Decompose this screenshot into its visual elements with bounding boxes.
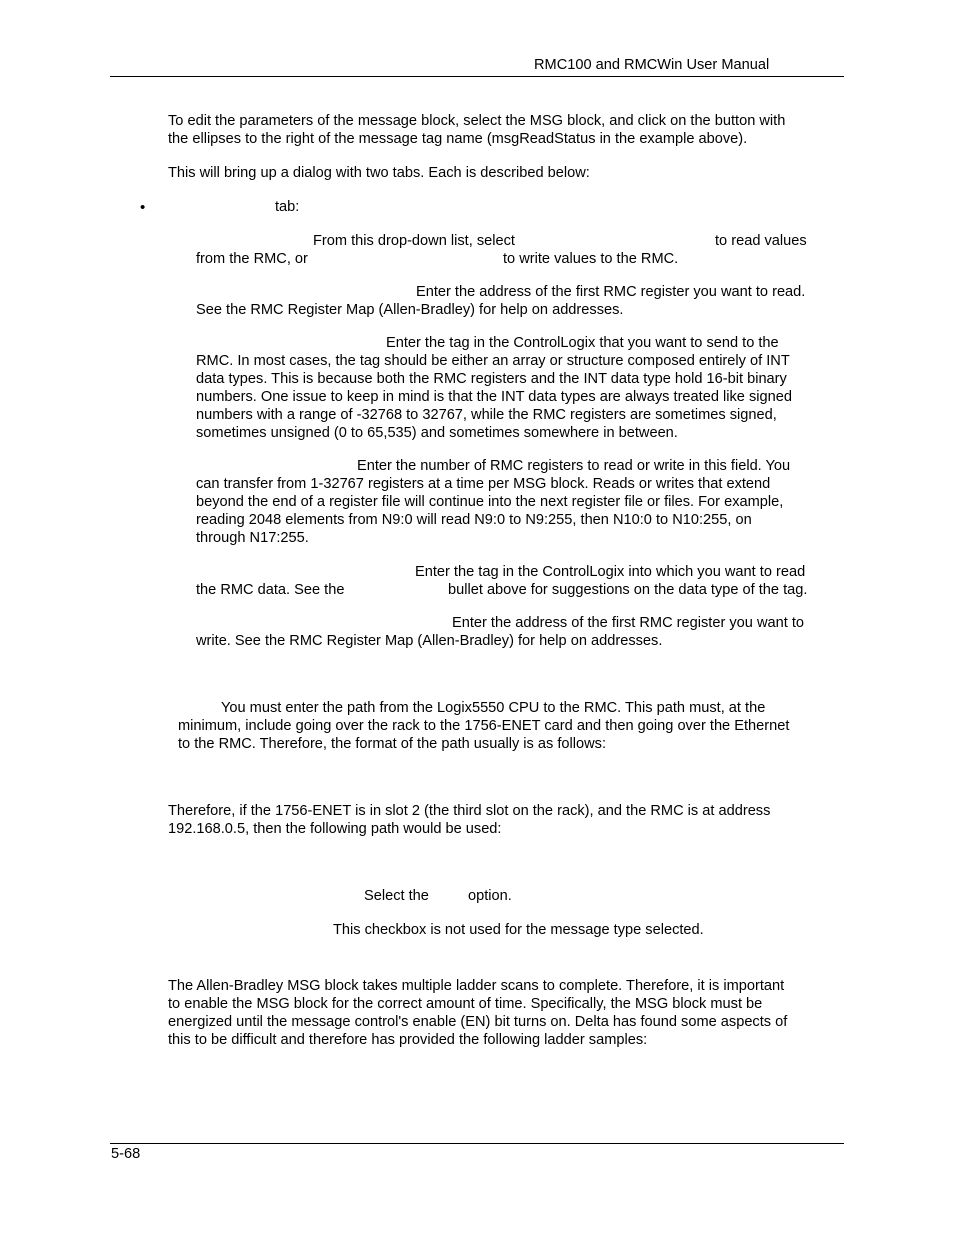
destination-tag-text: the RMC data. See the	[196, 582, 345, 598]
comm-method-text: Select the	[364, 888, 429, 904]
num-elements-text: Enter the number of RMC registers to read or write in this field. You	[357, 458, 791, 474]
message-type-text: from the RMC, or	[196, 251, 308, 267]
path-line: minimum, include going over the rack to the 1756-ENET card and then going over the Ethernet	[178, 718, 790, 734]
source-tag-text: Enter the tag in the ControlLogix that you want to send to the	[386, 335, 779, 351]
num-elements-line: through N17:255.	[196, 530, 309, 546]
intro-line: To edit the parameters of the message block, select the MSG block, and click on the button with	[168, 113, 786, 129]
closing-line: The Allen-Bradley MSG block takes multiple ladder scans to complete. Therefore, it is important	[168, 978, 785, 994]
bullet-icon: •	[140, 199, 146, 216]
intro-line: the ellipses to the right of the message tag name (msgReadStatus in the example above).	[168, 131, 748, 147]
header-title: RMC100 and RMCWin User Manual	[534, 57, 770, 73]
source-tag-line: sometimes unsigned (0 to 65,535) and sometimes somewhere in between.	[196, 425, 678, 441]
path-text: You must enter the path from the Logix5550 CPU to the RMC. This path must, at the	[221, 700, 766, 716]
closing-line: energized until the message control's enable (EN) bit turns on. Delta has found some aspects of	[168, 1014, 788, 1030]
num-elements-line: reading 2048 elements from N9:0 will read N9:0 to N9:255, then N10:0 to N10:255, on	[196, 512, 752, 528]
destination-tag-text: Enter the tag in the ControlLogix into which you want to read	[415, 564, 806, 580]
closing-line: this to be difficult and therefore has provided the following ladder samples:	[168, 1032, 648, 1048]
message-type-text: From this drop-down list, select	[313, 233, 515, 249]
num-elements-line: can transfer from 1-32767 registers at a time per MSG block. Reads or writes that extend	[196, 476, 771, 492]
source-element-text: Enter the address of the first RMC register you want to read.	[416, 284, 806, 300]
num-elements-line: beyond the end of a register file will continue into the next register file or files. For example,	[196, 494, 784, 510]
source-tag-line: RMC. In most cases, the tag should be either an array or structure composed entirely of INT	[196, 353, 790, 369]
path-paragraph	[178, 717, 789, 753]
path-example-line: Therefore, if the 1756-ENET is in slot 2 (the third slot on the rack), and the RMC is at address	[168, 803, 771, 819]
destination-element-text: write. See the RMC Register Map (Allen-Bradley) for help on addresses.	[196, 633, 663, 649]
source-element-text: See the RMC Register Map (Allen-Bradley) for help on addresses.	[196, 302, 624, 318]
num-elements-paragraph	[196, 475, 783, 547]
path-example-line: 192.168.0.5, then the following path would be used:	[168, 821, 502, 837]
intro-tabs-sentence: This will bring up a dialog with two tabs. Each is described below:	[168, 165, 590, 181]
message-type-text: to write values to the RMC.	[503, 251, 679, 267]
path-line: to the RMC. Therefore, the format of the path usually is as follows:	[178, 736, 607, 752]
connected-text: This checkbox is not used for the message type selected.	[333, 922, 704, 938]
config-tab-label: tab:	[275, 199, 300, 215]
page-number: 5-68	[111, 1146, 141, 1162]
comm-method-text: option.	[468, 888, 512, 904]
destination-tag-text: bullet above for suggestions on the data type of the tag.	[448, 582, 808, 598]
footer-rule	[110, 1143, 844, 1144]
intro-paragraph	[168, 112, 785, 148]
header-rule	[110, 76, 844, 77]
closing-paragraph	[168, 977, 787, 1049]
path-example-paragraph	[168, 802, 770, 838]
closing-line: to enable the MSG block for the correct amount of time. Specifically, the MSG block must be	[168, 996, 763, 1012]
source-tag-line: data types. This is because both the RMC registers and the INT data type hold 16-bit binary	[196, 371, 787, 387]
source-tag-paragraph	[196, 352, 792, 442]
destination-element-text: Enter the address of the first RMC register you want to	[452, 615, 805, 631]
source-tag-line: numbers. One issue to keep in mind is that the INT data types are always treated like signed	[196, 389, 792, 405]
message-type-text: to read values	[715, 233, 807, 249]
source-tag-line: numbers with a range of -32768 to 32767, while the RMC registers are sometimes signed,	[196, 407, 777, 423]
